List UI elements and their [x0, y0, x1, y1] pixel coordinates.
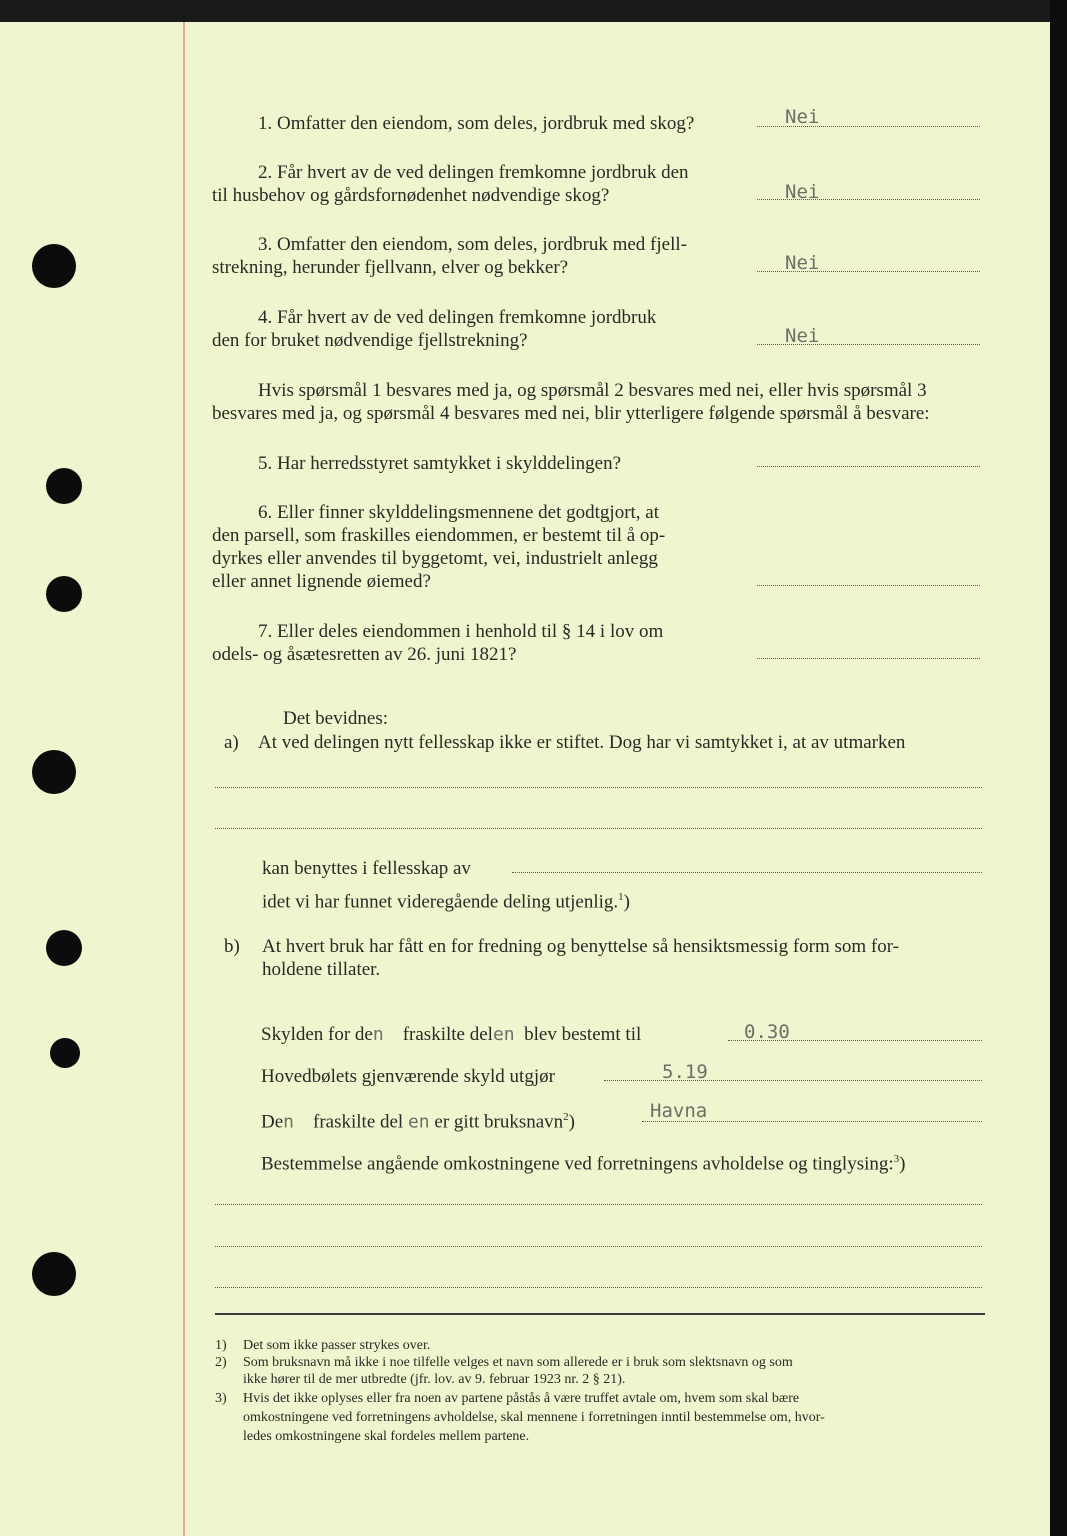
answer-4: Nei	[785, 325, 820, 347]
question-5: 5. Har herredsstyret samtykket i skylddelingen?	[258, 453, 622, 474]
margin-rule	[183, 22, 185, 1536]
binder-hole	[46, 468, 82, 504]
footnote-separator	[215, 1313, 985, 1315]
skyld-value: 0.30	[744, 1021, 790, 1043]
shared-use-label: kan benyttes i fellesskap av	[262, 858, 471, 879]
question-7-line-1: 7. Eller deles eiendommen i henhold til § 14 i lov om	[258, 621, 664, 642]
binder-hole	[32, 750, 76, 794]
attest-a-label: a)	[224, 732, 239, 753]
attest-b-line-2: holdene tillater.	[262, 959, 381, 980]
remaining-skyld-line	[604, 1080, 982, 1081]
blank-line	[215, 828, 982, 829]
answer-line	[757, 658, 980, 659]
footnote-2-text-line-2: ikke hører til de mer utbredte (jfr. lov. av 9. februar 1923 nr. 2 § 21).	[243, 1372, 626, 1387]
question-6-line-2: den parsell, som fraskilles eiendommen, er bestemt til å op-	[212, 525, 666, 546]
shared-use-line	[512, 872, 982, 873]
binder-hole	[32, 244, 76, 288]
answer-line	[757, 585, 980, 586]
binder-hole	[46, 930, 82, 966]
question-3-line-2: strekning, herunder fjellvann, elver og bekker?	[212, 257, 569, 278]
question-4-line-1: 4. Får hvert av de ved delingen fremkomne jordbruk	[258, 307, 657, 328]
footnote-3-text-line-1: Hvis det ikke oplyses eller fra noen av partene påstås å være truffet avtale om, hvem som skal bære	[243, 1391, 800, 1406]
footnote-1-mark: 1)	[215, 1338, 227, 1353]
question-3-line-1: 3. Omfatter den eiendom, som deles, jordbruk med fjell-	[258, 234, 687, 255]
question-2-line-1: 2. Får hvert av de ved delingen fremkomne jordbruk den	[258, 162, 689, 183]
footnote-3-text-line-2: omkostningene ved forretningens avholdelse, skal mennene i forretningen inntil bestemmelse om, hvor-	[243, 1410, 825, 1425]
footnote-1-text: Det som ikke passer strykes over.	[243, 1338, 431, 1353]
bruksnavn-value: Havna	[650, 1100, 708, 1122]
answer-2: Nei	[785, 181, 820, 203]
attest-a-text: At ved delingen nytt fellesskap ikke er stiftet. Dog har vi samtykket i, at av utmarken	[258, 732, 906, 753]
footnote-2-mark: 2)	[215, 1355, 227, 1370]
skyld-label: Skylden for den fraskilte delen blev bestemt til	[261, 1024, 642, 1045]
question-4-line-2: den for bruket nødvendige fjellstrekning?	[212, 330, 528, 351]
question-6-line-4: eller annet lignende øiemed?	[212, 571, 431, 592]
attest-b-label: b)	[224, 936, 240, 957]
attest-heading: Det bevidnes:	[283, 708, 389, 729]
question-6-line-1: 6. Eller finner skylddelingsmennene det godtgjort, at	[258, 502, 660, 523]
attest-b-line-1: At hvert bruk har fått en for fredning og benyttelse så hensiktsmessig form som for-	[262, 936, 900, 957]
conditional-intro-line-2: besvares med ja, og spørsmål 4 besvares med nei, blir ytterligere følgende spørsmål å besvare:	[212, 403, 930, 424]
binder-hole	[46, 576, 82, 612]
blank-line	[215, 1246, 982, 1247]
blank-line	[215, 1204, 982, 1205]
conditional-intro-line-1: Hvis spørsmål 1 besvares med ja, og spørsmål 2 besvares med nei, eller hvis spørsmål 3	[258, 380, 927, 401]
question-6-line-3: dyrkes eller anvendes til byggetomt, vei, industrielt anlegg	[212, 548, 658, 569]
further-division-text: idet vi har funnet videregående deling utjenlig.$^1$)	[262, 891, 630, 913]
footnote-3-text-line-3: ledes omkostningene skal fordeles mellem partene.	[243, 1429, 530, 1444]
binder-hole	[50, 1038, 80, 1068]
answer-1: Nei	[785, 106, 820, 128]
question-2-line-2: til husbehov og gårdsfornødenhet nødvendige skog?	[212, 185, 610, 206]
page-edge-shadow	[1050, 0, 1067, 1536]
remaining-skyld-value: 5.19	[662, 1061, 708, 1083]
footnote-3-mark: 3)	[215, 1391, 227, 1406]
cost-determination-label: Bestemmelse angående omkostningene ved forretningens avholdelse og tinglysing:$^3$)	[261, 1153, 906, 1175]
question-1: 1. Omfatter den eiendom, som deles, jordbruk med skog?	[258, 113, 695, 134]
blank-line	[215, 1287, 982, 1288]
remaining-skyld-label: Hovedbølets gjenværende skyld utgjør	[261, 1066, 555, 1087]
binder-hole	[32, 1252, 76, 1296]
answer-3: Nei	[785, 252, 820, 274]
answer-line	[757, 466, 980, 467]
bruksnavn-label: Den fraskilte del en er gitt bruksnavn$^2$)	[261, 1111, 575, 1133]
question-7-line-2: odels- og åsætesretten av 26. juni 1821?	[212, 644, 517, 665]
blank-line	[215, 787, 982, 788]
footnote-2-text-line-1: Som bruksnavn må ikke i noe tilfelle velges et navn som allerede er i bruk som slektsnavn og som	[243, 1355, 793, 1370]
